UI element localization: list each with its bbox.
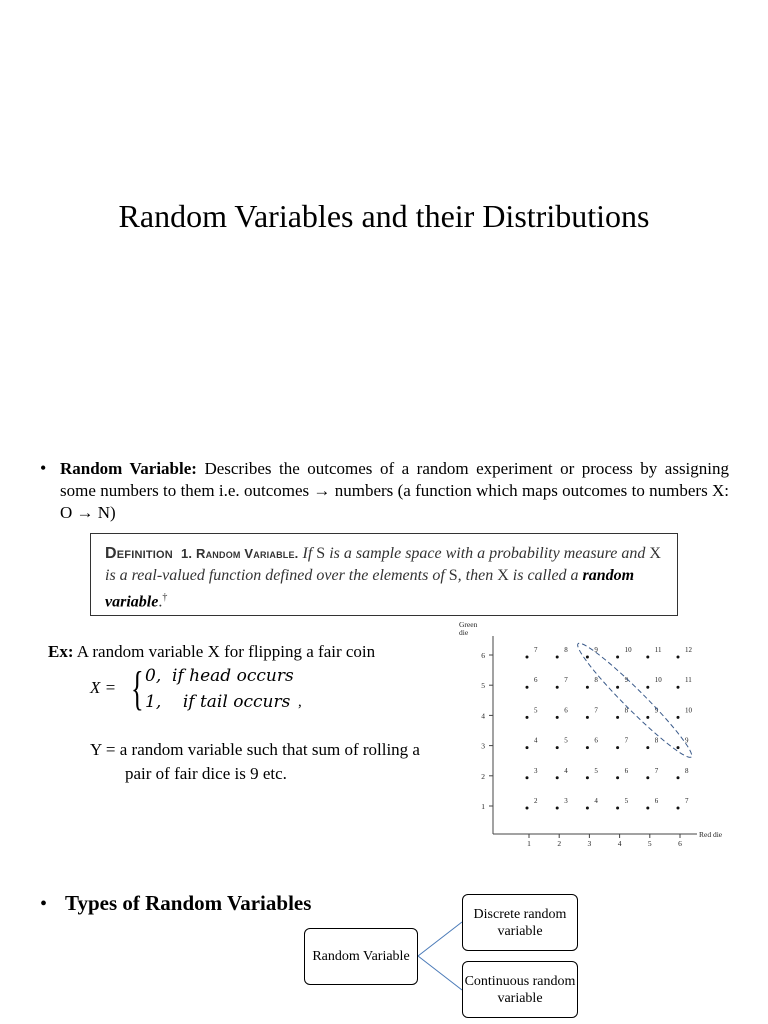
- definition-x2: X: [497, 567, 509, 584]
- outcome-sum-label: 5: [594, 766, 598, 775]
- x-tick-label: 3: [587, 839, 592, 848]
- definition-text-e: is called a: [508, 567, 583, 584]
- bullet-dot: •: [40, 893, 48, 915]
- outcome-point: [677, 746, 680, 749]
- outcome-sum-label: 5: [564, 736, 568, 745]
- outcome-point: [526, 776, 529, 779]
- outcome-sum-label: 6: [654, 797, 659, 805]
- outcome-point: [526, 807, 529, 810]
- node-discrete: Discrete random variable: [462, 894, 578, 951]
- outcome-sum-label: 6: [624, 766, 629, 775]
- outcome-point: [586, 686, 589, 689]
- case-tail: 1, if tail occurs: [145, 692, 291, 712]
- definition-dagger: †: [162, 592, 168, 603]
- outcome-point: [586, 807, 589, 810]
- definition-number: 1. Random Variable.: [180, 546, 299, 561]
- outcome-sum-label: 7: [594, 706, 598, 715]
- y-tick-label: 3: [481, 741, 485, 751]
- bullet-dot: •: [40, 458, 47, 478]
- definition-end: .: [158, 593, 163, 611]
- example-text: A random variable X for flipping a fair coin: [73, 642, 376, 661]
- x-tick-label: 6: [678, 839, 682, 848]
- random-variable-term: Random Variable:: [60, 459, 197, 478]
- outcome-sum-label: 10: [685, 706, 692, 715]
- outcome-point: [526, 686, 529, 689]
- outcome-sum-label: 4: [564, 766, 568, 775]
- y-tick-label: 2: [481, 771, 485, 781]
- y-axis-label: Green die: [459, 620, 478, 637]
- random-variable-paragraph: [60, 458, 729, 524]
- outcome-sum-label: 8: [624, 706, 629, 715]
- connector-discrete: [418, 922, 462, 956]
- connector-continuous: [418, 956, 462, 990]
- outcome-sum-label: 11: [685, 676, 692, 685]
- node-random-variable: Random Variable: [304, 928, 418, 985]
- outcome-point: [586, 716, 589, 719]
- definition-term: random variable: [105, 567, 635, 611]
- outcome-sum-label: 5: [624, 797, 629, 805]
- outcome-point: [616, 776, 619, 779]
- case-comma: ,: [298, 694, 302, 710]
- outcome-point: [616, 686, 619, 689]
- outcome-sum-label: 4: [594, 797, 598, 805]
- outcome-point: [616, 807, 619, 810]
- outcome-point: [556, 746, 559, 749]
- outcome-point: [526, 716, 529, 719]
- outcome-sum-label: 9: [685, 736, 689, 745]
- node-continuous: Continuous random variable: [462, 961, 578, 1018]
- definition-text-b: is a sample space with a probability measure and: [325, 545, 650, 562]
- y-tick-label: 1: [481, 802, 485, 811]
- definition-text-c: is a real-valued function defined over the elements of: [105, 567, 449, 584]
- example-label: Ex:: [48, 642, 74, 661]
- example-line: [48, 641, 375, 663]
- case-head: 0, if head occurs: [145, 666, 294, 686]
- outcome-point: [586, 746, 589, 749]
- types-heading: Types of Random Variables: [65, 891, 312, 915]
- x-tick-label: 5: [647, 839, 652, 848]
- outcome-point: [526, 746, 529, 749]
- sum-nine-highlight: [571, 637, 698, 764]
- page-title: Random Variables and their Distributions: [118, 198, 650, 234]
- outcome-sum-label: 7: [534, 646, 538, 654]
- outcome-sum-label: 7: [654, 766, 659, 775]
- outcome-sum-label: 7: [685, 797, 689, 805]
- outcome-sum-label: 3: [564, 797, 568, 805]
- outcome-point: [646, 656, 649, 659]
- y-tick-label: 4: [481, 711, 485, 721]
- outcome-point: [556, 656, 559, 659]
- x-equals: X =: [90, 678, 117, 697]
- definition-box: [90, 533, 678, 616]
- outcome-sum-label: 8: [594, 676, 598, 685]
- outcome-sum-label: 4: [534, 736, 538, 745]
- outcome-point: [556, 807, 559, 810]
- outcome-sum-label: 10: [654, 676, 662, 685]
- outcome-sum-label: 6: [534, 676, 538, 685]
- outcome-point: [616, 746, 619, 749]
- y-definition-line1: Y = a random variable such that sum of rolling a: [90, 740, 420, 759]
- outcome-point: [677, 716, 680, 719]
- outcome-point: [556, 686, 559, 689]
- random-variable-description: Describes the outcomes of a random experiment or process by assigning some numbers to them i.e. outcomes → numbers (a function which maps outcomes to numbers X: O → N): [60, 459, 730, 522]
- definition-text-a: If: [298, 545, 317, 562]
- outcome-point: [646, 746, 649, 749]
- outcome-point: [616, 656, 619, 659]
- outcome-sum-label: 6: [594, 736, 598, 745]
- outcome-sum-label: 12: [685, 646, 692, 654]
- outcome-point: [616, 716, 619, 719]
- outcome-point: [677, 776, 680, 779]
- outcome-sum-label: 7: [624, 736, 629, 745]
- definition-x: X: [649, 545, 661, 562]
- outcome-sum-label: 9: [624, 676, 629, 685]
- outcome-point: [646, 776, 649, 779]
- outcome-sum-label: 3: [534, 766, 538, 775]
- x-tick-label: 4: [617, 839, 622, 848]
- y-tick-label: 6: [481, 651, 485, 660]
- outcome-point: [646, 807, 649, 810]
- left-brace: {: [131, 662, 144, 715]
- outcome-sum-label: 8: [654, 736, 659, 745]
- outcome-sum-label: 5: [534, 706, 538, 715]
- x-tick-label: 1: [527, 839, 531, 848]
- outcome-sum-label: 10: [624, 646, 632, 654]
- outcome-sum-label: 8: [564, 646, 568, 654]
- outcome-sum-label: 9: [654, 706, 659, 715]
- dice-sum-scatter: [455, 618, 735, 848]
- outcome-sum-label: 7: [564, 676, 568, 685]
- y-tick-label: 5: [481, 681, 485, 691]
- outcome-sum-label: 2: [534, 797, 538, 805]
- outcome-point: [586, 776, 589, 779]
- definition-s2: S: [448, 567, 458, 584]
- outcome-point: [677, 686, 680, 689]
- y-definition-line2: pair of fair dice is 9 etc.: [125, 764, 287, 783]
- definition-heading: Definition: [105, 545, 173, 562]
- outcome-point: [677, 807, 680, 810]
- outcome-point: [526, 656, 529, 659]
- outcome-point: [556, 716, 559, 719]
- x-axis-label: Red die: [699, 830, 723, 839]
- outcome-sum-label: 6: [564, 706, 568, 715]
- outcome-point: [556, 776, 559, 779]
- outcome-sum-label: 11: [654, 646, 662, 654]
- outcome-point: [646, 686, 649, 689]
- outcome-point: [646, 716, 649, 719]
- definition-text-d: , then: [457, 567, 498, 584]
- outcome-point: [586, 656, 589, 659]
- outcome-sum-label: 9: [594, 646, 598, 654]
- outcome-sum-label: 8: [685, 766, 689, 775]
- outcome-point: [677, 656, 680, 659]
- definition-s: S: [316, 545, 326, 562]
- x-tick-label: 2: [557, 839, 562, 848]
